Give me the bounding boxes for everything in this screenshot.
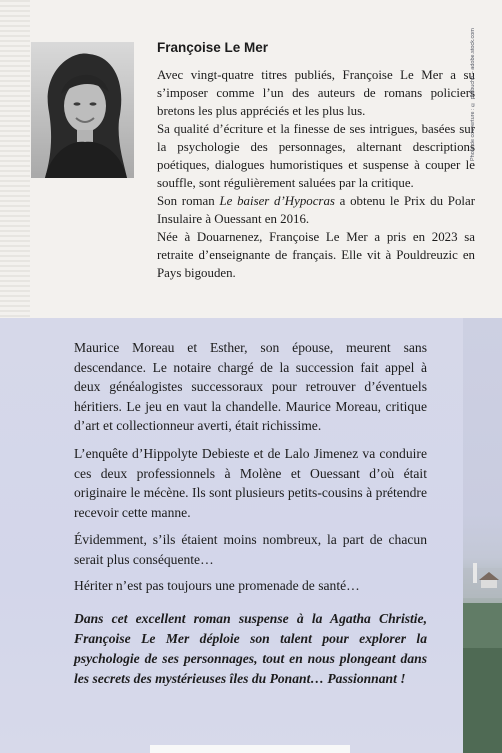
summary-paragraph: Évidemment, s’ils étaient moins nombreux, la part de chacun serait plus conséquente…: [74, 532, 427, 567]
lighthouse-landscape-image: [463, 318, 502, 753]
summary-paragraph: L’enquête d’Hippolyte Debieste et de Lalo Jimenez va conduire ces deux professionnels à Molène et Ouessant d’où était originaire le mécène. Ils sont plusieurs petits-cousins à prétendre recevoir cette manne.: [74, 445, 427, 520]
bio-award: [157, 192, 475, 228]
author-name: Françoise Le Mer: [157, 40, 269, 55]
author-portrait: [31, 42, 134, 178]
author-section: [0, 0, 502, 318]
book-summary: [74, 338, 427, 697]
bio-closing: Née à Douarnenez, Françoise Le Mer a pris en 2023 sa retraite d’enseignante de français. Elle vit à Pouldreuzic en Pays bigouden.: [157, 230, 475, 280]
summary-section: [0, 318, 502, 753]
bio-paragraph: Avec vingt-quatre titres publiés, Françoise Le Mer a su s’imposer comme l’un des auteurs de romans policiers bretons les plus appréciés et les plus lus.: [157, 68, 475, 118]
background-texture: [0, 0, 30, 318]
award-book-title: Le baiser d’Hypocras: [219, 194, 335, 208]
cover-photo-strip: [463, 318, 502, 753]
summary-paragraph: Hériter n’est pas toujours une promenade de santé…: [74, 577, 360, 593]
award-prefix: Son roman: [157, 194, 220, 208]
bio-paragraph: Sa qualité d’écriture et la finesse de ses intrigues, basées sur la psychologie des personnages, alternant descriptions poétiques, dialogues humoristiques et suspense à couper le souffle, sont régulièrement saluées par la critique.: [157, 122, 475, 190]
photo-credit: Photo de couverture : © philbucho – adobe.stock.com: [470, 28, 476, 161]
author-bio: [157, 66, 475, 282]
summary-paragraph: Maurice Moreau et Esther, son épouse, meurent sans descendance. Le notaire chargé de la succession fait appel à deux généalogistes successoraux pour retrouver d’éventuels héritiers. Le jeu en vaut la chandelle. Maurice Moreau, critique d’art et collectionneur averti, était richissime.: [74, 340, 427, 434]
barcode-area: [150, 745, 350, 753]
award-suffix: a obtenu le Prix du Polar Insulaire à Ouessant en 2016.: [157, 194, 476, 226]
author-portrait-image: [31, 42, 134, 178]
review-blurb: Dans cet excellent roman suspense à la Agatha Christie, Françoise Le Mer déploie son talent pour explorer la psychologie de ses personnages, tout en nous plongeant dans les secrets des mystérieuses îles du Ponant… Passionnant !: [74, 611, 427, 687]
